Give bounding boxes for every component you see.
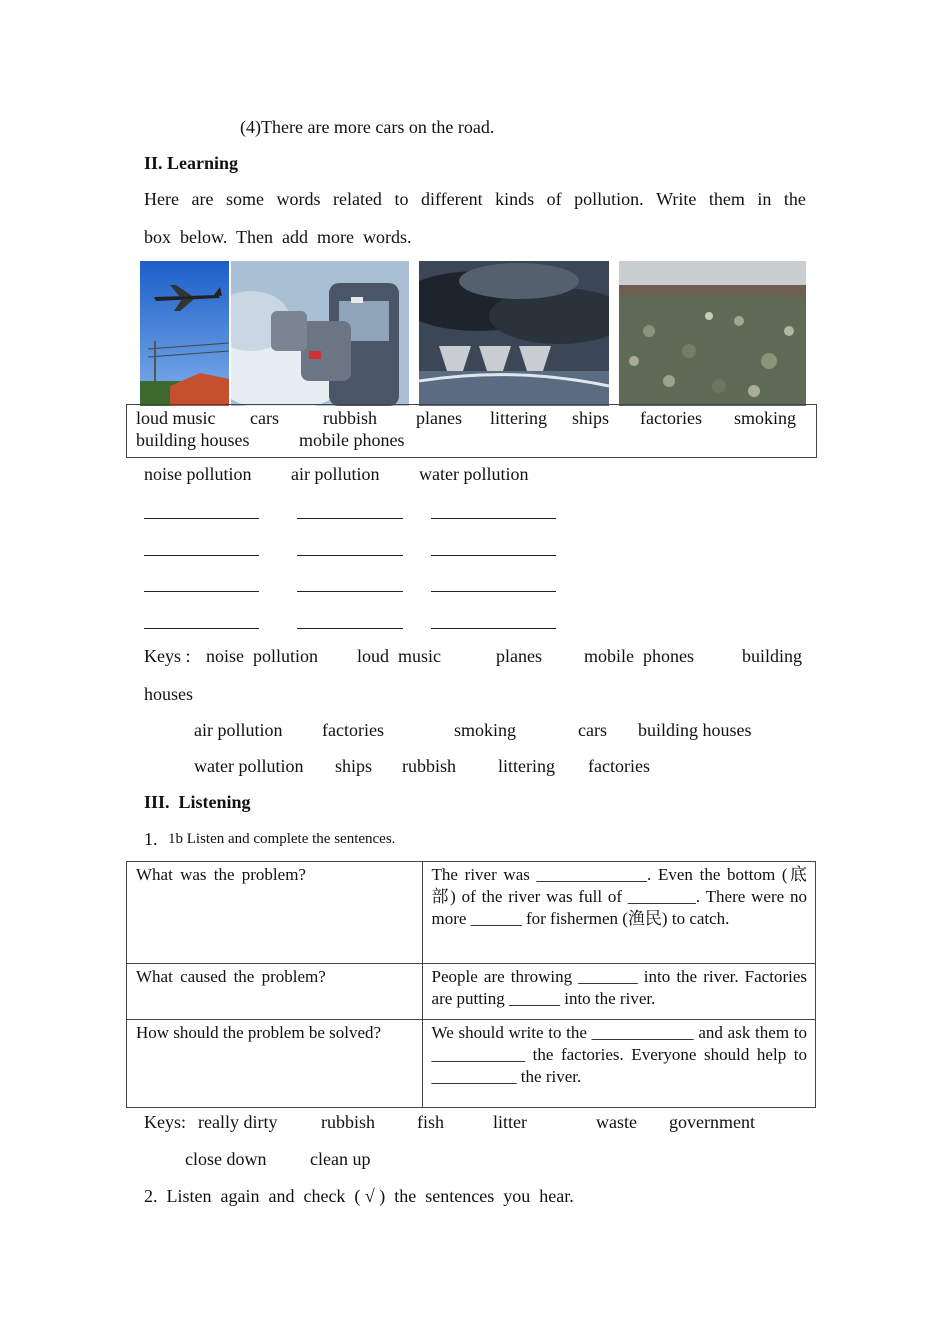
- task2-instruction: 2. Listen again and check ( √ ) the sentences you hear.: [144, 1186, 574, 1206]
- word-rubbish: rubbish: [323, 408, 377, 428]
- keys-air-1: factories: [322, 720, 384, 740]
- keys-air-title: air pollution: [194, 720, 283, 740]
- keys-water-1: ships: [335, 756, 373, 776]
- blank-air-4[interactable]: [297, 628, 403, 629]
- blank-noise-1[interactable]: [144, 518, 259, 519]
- blank-air-2[interactable]: [297, 555, 403, 556]
- listening-key-2: rubbish: [321, 1112, 375, 1132]
- polluted-river-photo: [619, 261, 806, 406]
- keys-noise-3: mobile phones: [584, 646, 694, 666]
- answer-cell: The river was _____________. Even the bottom (底部) of the river was full of ________. There were no more ______ for fishermen (渔民) to catch.: [422, 862, 815, 964]
- blank-water-1[interactable]: [431, 518, 556, 519]
- word-smoking: smoking: [734, 408, 797, 428]
- column-air-pollution: air pollution: [291, 464, 380, 484]
- keys-air-3: cars: [578, 720, 607, 740]
- keys-label: Keys :: [144, 646, 191, 666]
- question-cell: What was the problem?: [127, 862, 423, 964]
- word-littering: littering: [490, 408, 547, 428]
- airplane-photo: [140, 261, 229, 406]
- listening-key-6: government: [669, 1112, 755, 1132]
- blank-noise-2[interactable]: [144, 555, 259, 556]
- word-loud-music: loud music: [136, 408, 216, 428]
- column-noise-pollution: noise pollution: [144, 464, 252, 484]
- question-cell: How should the problem be solved?: [127, 1020, 423, 1108]
- listening-key-7: close down: [185, 1149, 267, 1169]
- answer-cell: We should write to the ____________ and ask them to ___________ the factories. Everyone should help to __________ the river.: [422, 1020, 815, 1108]
- factory-smoke-photo: [419, 261, 609, 406]
- blank-water-3[interactable]: [431, 591, 556, 592]
- keys-noise-2: planes: [496, 646, 542, 666]
- task1-number: 1.: [144, 829, 158, 849]
- keys-air-2: smoking: [454, 720, 517, 740]
- word-factories: factories: [640, 408, 702, 428]
- keys-air-4: building houses: [638, 720, 752, 740]
- learning-instruction-line1: Here are some words related to different kinds of pollution. Write them in the: [144, 189, 806, 209]
- table-row: [127, 1020, 816, 1108]
- listening-key-1: really dirty: [198, 1112, 278, 1132]
- table-row: [127, 964, 816, 1020]
- word-cars: cars: [250, 408, 279, 428]
- answer-cell: People are throwing _______ into the river. Factories are putting ______ into the river.: [422, 964, 815, 1020]
- listening-heading: III. Listening: [144, 792, 251, 812]
- question-cell: What caused the problem?: [127, 964, 423, 1020]
- learning-instruction-line2: box below. Then add more words.: [144, 227, 412, 247]
- listening-keys-label: Keys:: [144, 1112, 186, 1132]
- keys-noise-title: noise pollution: [206, 646, 318, 666]
- keys-noise-1: loud music: [357, 646, 441, 666]
- listening-key-5: waste: [596, 1112, 637, 1132]
- listening-key-4: litter: [493, 1112, 527, 1132]
- listening-table: [126, 861, 816, 1108]
- blank-water-2[interactable]: [431, 555, 556, 556]
- keys-water-4: factories: [588, 756, 650, 776]
- word-planes: planes: [416, 408, 462, 428]
- blank-water-4[interactable]: [431, 628, 556, 629]
- column-water-pollution: water pollution: [419, 464, 529, 484]
- word-building-houses: building houses: [136, 430, 250, 450]
- blank-noise-4[interactable]: [144, 628, 259, 629]
- word-mobile-phones: mobile phones: [299, 430, 405, 450]
- listening-key-8: clean up: [310, 1149, 371, 1169]
- keys-noise-4: building: [742, 646, 803, 666]
- blank-air-1[interactable]: [297, 518, 403, 519]
- learning-heading: II. Learning: [144, 153, 239, 173]
- word-ships: ships: [572, 408, 610, 428]
- traffic-smog-photo: [231, 261, 409, 406]
- blank-air-3[interactable]: [297, 591, 403, 592]
- keys-noise-cont: houses: [144, 684, 193, 704]
- listening-key-3: fish: [417, 1112, 444, 1132]
- keys-water-title: water pollution: [194, 756, 304, 776]
- table-row: [127, 862, 816, 964]
- blank-noise-3[interactable]: [144, 591, 259, 592]
- item-4: (4)There are more cars on the road.: [240, 117, 495, 137]
- task1-instruction: 1b Listen and complete the sentences.: [168, 831, 396, 847]
- keys-water-3: littering: [498, 756, 555, 776]
- keys-water-2: rubbish: [402, 756, 456, 776]
